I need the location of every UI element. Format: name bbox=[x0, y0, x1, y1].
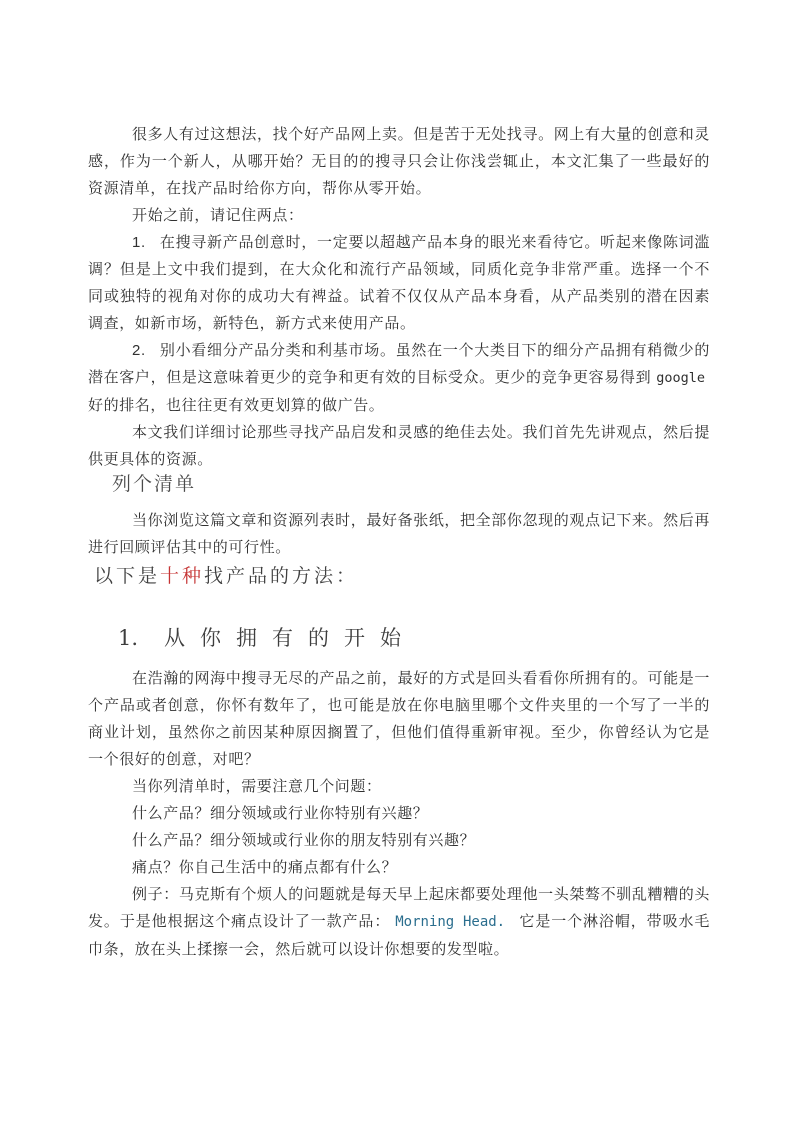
question-line-2: 什么产品？细分领域或行业你的朋友特别有兴趣？ bbox=[132, 832, 476, 849]
numbered-point-1 bbox=[88, 229, 710, 337]
article-body bbox=[88, 121, 710, 963]
example-text-after: 它是一个淋浴帽，带吸水毛巾条，放在头上揉擦一会，然后就可以设计你想要的发型啦。 bbox=[88, 913, 711, 958]
methods-heading-red-highlight: 十种 bbox=[160, 565, 205, 587]
heading-make-a-list: 列个清单 bbox=[112, 473, 197, 495]
section-1-paragraph: 在浩瀚的网海中搜寻无尽的产品之前，最好的方式是回头看看你所拥有的。可能是一个产品或者创意，你怀有数年了，也可能是放在你电脑里哪个文件夹里的一个写了一半的商业计划，虽然你之前因某种原因搁置了，但他们值得重新审视。至少，你曾经认为它是一个很好的创意，对吧？ bbox=[88, 670, 710, 768]
section-1-number: 1. bbox=[118, 626, 139, 650]
methods-heading-after: 找产品的方法： bbox=[204, 565, 359, 587]
point-2-number: 2. bbox=[132, 342, 146, 359]
question-line-1: 什么产品？细分领域或行业你特别有兴趣？ bbox=[132, 805, 429, 822]
discussion-paragraph: 本文我们详细讨论那些寻找产品启发和灵感的绝佳去处。我们首先先讲观点，然后提供更具体的资源。 bbox=[88, 424, 710, 468]
point-2-text-after: 好的排名，也往往更有效更划算的做广告。 bbox=[88, 397, 385, 414]
morning-head-link[interactable]: Morning Head. bbox=[395, 914, 506, 930]
point-2-text-before: 别小看细分产品分类和利基市场。虽然在一个大类目下的细分产品拥有稍微少的潜在客户，但是这意味着更少的竞争和更有效的目标受众。更少的竞争更容易得到 bbox=[88, 342, 710, 386]
intro-paragraph: 很多人有过这想法，找个好产品网上卖。但是苦于无处找寻。网上有大量的创意和灵感，作为一个新人，从哪开始？无目的的搜寻只会让你浅尝辄止，本文汇集了一些最好的资源清单，在找产品时给你方向，帮你从零开始。 bbox=[88, 126, 710, 197]
point-1-text: 在搜寻新产品创意时，一定要以超越产品本身的眼光来看待它。听起来像陈词滥调？但是上文中我们提到，在大众化和流行产品领域，同质化竞争非常严重。选择一个不同或独特的视角对你的成功大有裨益。试着不仅仅从产品本身看，从产品类别的潜在因素调查，如新市场，新特色，新方式来使用产品。 bbox=[88, 234, 710, 332]
example-text-before: 例子：马克斯有个烦人的问题就是每天早上起床都要处理他一头桀骜不驯乱糟糟的头发。于是他根据这个痛点设计了一款产品： bbox=[88, 886, 710, 930]
note-paragraph: 当你列清单时，需要注意几个问题： bbox=[132, 778, 382, 795]
point-1-number: 1. bbox=[132, 234, 146, 251]
heading-ten-methods bbox=[88, 561, 710, 591]
browse-paragraph: 当你浏览这篇文章和资源列表时，最好备张纸，把全部你忽现的观点记下来。然后再进行回顾评估其中的可行性。 bbox=[88, 512, 710, 556]
numbered-point-2 bbox=[88, 337, 710, 419]
section-1-heading bbox=[88, 621, 710, 656]
question-line-3: 痛点？你自己生活中的痛点都有什么？ bbox=[132, 859, 398, 876]
section-1-title: 从你拥有的开始 bbox=[164, 626, 417, 650]
example-paragraph bbox=[88, 881, 710, 963]
remember-paragraph: 开始之前，请记住两点： bbox=[132, 207, 304, 224]
inline-code-google: google bbox=[656, 370, 705, 386]
methods-heading-before: 以下是 bbox=[94, 565, 161, 587]
